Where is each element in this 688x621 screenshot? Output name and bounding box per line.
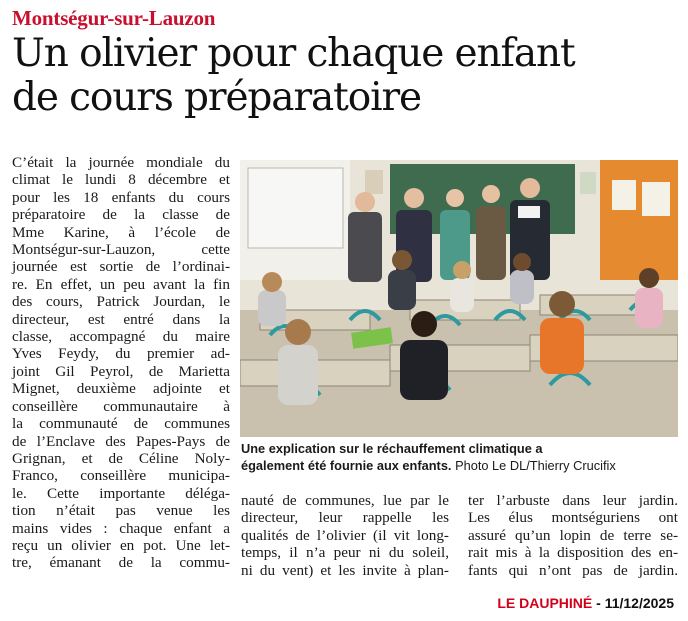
body-line: ni du vent) et les invite à plan- [241, 561, 449, 579]
body-line: Mignet, deuxième adjointe et [12, 380, 230, 398]
body-line: directeur, est entré dans la [12, 310, 230, 328]
body-line: re. En effet, un peu avant la fin [12, 275, 230, 293]
body-line: conseillère communautaire à [12, 397, 230, 415]
body-line: C’était la journée mondiale du [12, 154, 230, 171]
publication-date: 11/12/2025 [604, 595, 674, 611]
section-kicker: Montségur-sur-Lauzon [12, 6, 216, 30]
headline-line-2: de cours préparatoire [12, 75, 421, 120]
newspaper-name: LE DAUPHINÉ [497, 595, 593, 611]
body-line: nauté de communes, lue par le [241, 492, 449, 509]
body-line: des cours, Patrick Jourdan, le [12, 293, 230, 311]
body-line: le. Cette importante déléga- [12, 484, 230, 502]
publication-footer [497, 595, 674, 611]
caption-line-1: Une explication sur le réchauffement climatique a [241, 441, 543, 456]
body-line: rait mis à la disposition des en- [468, 544, 678, 562]
body-line: classe, accompagné du maire [12, 328, 230, 346]
caption-line-2: également été fournie aux enfants. [241, 458, 452, 473]
photo-credit: Photo Le DL/Thierry Crucifix [455, 458, 616, 473]
classroom-photo [240, 160, 678, 437]
article-column-middle [241, 492, 449, 579]
body-line: ter l’arbuste dans leur jardin. [468, 492, 678, 509]
body-line: joint Gil Peyrol, de Marietta [12, 362, 230, 380]
body-line: assuré qu’un lopin de terre se- [468, 526, 678, 544]
body-line: tion n’était pas venue les [12, 502, 230, 520]
headline-line-1: Un olivier pour chaque enfant [12, 31, 575, 76]
body-line: pour les 18 enfants du cours [12, 188, 230, 206]
body-line: climat le lundi 8 décembre et [12, 171, 230, 189]
body-line: préparatoire de la classe de [12, 206, 230, 224]
body-line: de l’Enclave des Papes-Pays de [12, 432, 230, 450]
footer-separator: - [592, 595, 605, 611]
body-line: Mme Karine, à l’école de [12, 223, 230, 241]
body-line: Grignan, et de Céline Noly- [12, 449, 230, 467]
photo-caption [241, 440, 681, 474]
body-line: qualités de l’olivier (il vit long- [241, 526, 449, 544]
body-line: Les élus montséguriens ont [468, 509, 678, 527]
article-column-left [12, 154, 230, 572]
body-line: Franco, conseillère municipa- [12, 467, 230, 485]
body-line: tre, émanant de la commu- [12, 554, 230, 572]
classroom-photo-illustration [240, 160, 678, 437]
body-line: temps, il n’a peur ni du soleil, [241, 544, 449, 562]
body-line: la communauté de communes [12, 415, 230, 433]
body-line: journée est sortie de l’ordinai- [12, 258, 230, 276]
body-line: fants qui n’ont pas de jardin. [468, 561, 678, 579]
body-line: Montségur-sur-Lauzon, cette [12, 241, 230, 259]
article-headline [12, 32, 682, 120]
article-column-right [468, 492, 678, 579]
body-line: directeur, leur rappelle les [241, 509, 449, 527]
body-line: mains vides : chaque enfant a [12, 519, 230, 537]
body-line: reçu un olivier en pot. Une let- [12, 536, 230, 554]
body-line: Yves Feydy, du premier ad- [12, 345, 230, 363]
